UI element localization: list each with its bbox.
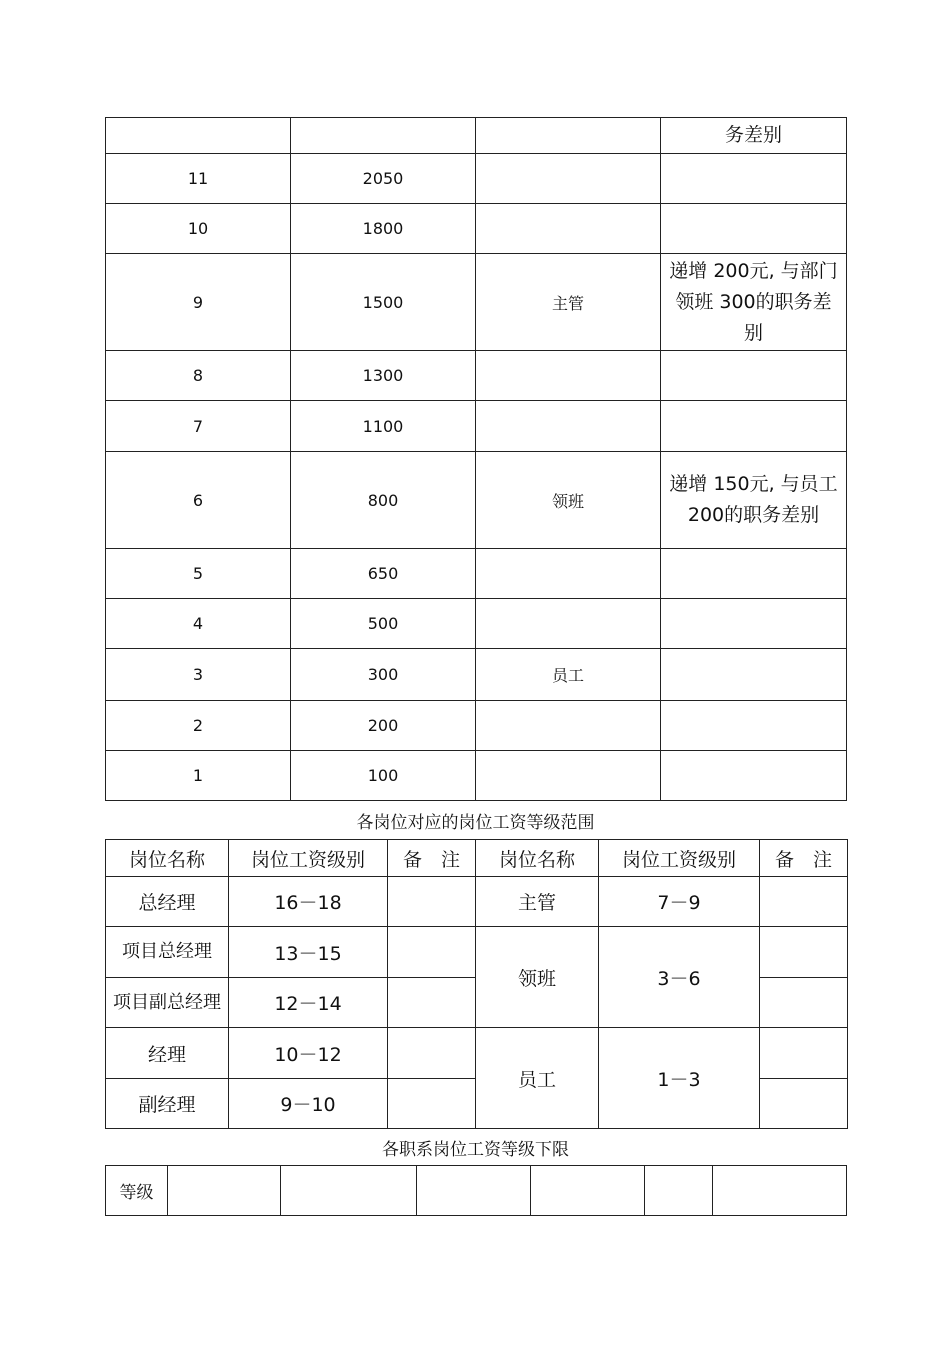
amount-cell: 1100	[291, 401, 476, 452]
grade-range: 3－6	[599, 927, 760, 1028]
note-cell	[661, 549, 847, 599]
grade-label: 等级	[106, 1166, 168, 1216]
table-row	[106, 701, 847, 751]
cell	[417, 1166, 531, 1216]
grade-range: 13－15	[229, 927, 388, 978]
position-name: 员工	[476, 1028, 599, 1129]
note-cell	[661, 649, 847, 701]
remark-cell	[760, 1028, 848, 1079]
position-range-table	[105, 839, 848, 1129]
amount-cell: 1300	[291, 351, 476, 401]
table-row	[106, 877, 848, 927]
position-name: 项目总经理	[106, 927, 229, 978]
note-cell	[661, 701, 847, 751]
position-cell	[476, 204, 661, 254]
remark-cell	[388, 877, 476, 927]
position-cell	[476, 751, 661, 801]
grade-cell: 5	[106, 549, 291, 599]
note-cell	[661, 401, 847, 452]
position-cell	[476, 351, 661, 401]
grade-table	[105, 117, 847, 801]
cell	[713, 1166, 847, 1216]
remark-cell	[388, 1079, 476, 1129]
header-cell: 岗位工资级别	[229, 840, 388, 877]
table-row	[106, 1028, 848, 1079]
grade-range: 7－9	[599, 877, 760, 927]
grade-range: 16－18	[229, 877, 388, 927]
table-row	[106, 452, 847, 549]
table-row	[106, 549, 847, 599]
position-name: 项目副总经理	[106, 978, 229, 1028]
remark-cell	[388, 927, 476, 978]
amount-cell: 1500	[291, 254, 476, 351]
remark-cell	[760, 927, 848, 978]
grade-cell: 3	[106, 649, 291, 701]
grade-cell: 11	[106, 154, 291, 204]
position-cell	[476, 154, 661, 204]
grade-cell: 10	[106, 204, 291, 254]
grade-cell: 4	[106, 599, 291, 649]
table-row	[106, 840, 848, 877]
note-cell	[661, 751, 847, 801]
amount-cell: 1800	[291, 204, 476, 254]
amount-cell: 650	[291, 549, 476, 599]
amount-cell: 300	[291, 649, 476, 701]
amount-cell: 800	[291, 452, 476, 549]
position-name: 总经理	[106, 877, 229, 927]
cell	[281, 1166, 417, 1216]
table-row	[106, 1166, 847, 1216]
amount-cell: 2050	[291, 154, 476, 204]
table-row	[106, 254, 847, 351]
position-cell: 领班	[476, 452, 661, 549]
header-cell: 岗位工资级别	[599, 840, 760, 877]
grade-cell: 7	[106, 401, 291, 452]
cell	[645, 1166, 713, 1216]
caption-position-range: 各岗位对应的岗位工资等级范围	[356, 813, 595, 833]
cell	[106, 118, 291, 154]
grade-range: 9－10	[229, 1079, 388, 1129]
cell	[291, 118, 476, 154]
header-cell: 备 注	[760, 840, 848, 877]
grade-table-header-row	[106, 118, 847, 154]
position-cell	[476, 549, 661, 599]
table-row	[106, 649, 847, 701]
grade-range: 10－12	[229, 1028, 388, 1079]
grade-cell: 2	[106, 701, 291, 751]
position-cell	[476, 599, 661, 649]
table-row	[106, 927, 848, 978]
position-name: 副经理	[106, 1079, 229, 1129]
cell	[168, 1166, 281, 1216]
grade-cell: 6	[106, 452, 291, 549]
header-note: 务差别	[661, 118, 847, 154]
header-cell: 岗位名称	[106, 840, 229, 877]
position-cell	[476, 701, 661, 751]
amount-cell: 100	[291, 751, 476, 801]
table-row	[106, 351, 847, 401]
table-row	[106, 204, 847, 254]
table-row	[106, 751, 847, 801]
note-cell	[661, 204, 847, 254]
lower-limit-table	[105, 1165, 847, 1216]
cell	[531, 1166, 645, 1216]
grade-range: 1－3	[599, 1028, 760, 1129]
table-row	[106, 154, 847, 204]
note-cell	[661, 599, 847, 649]
remark-cell	[760, 1079, 848, 1129]
grade-cell: 9	[106, 254, 291, 351]
remark-cell	[388, 978, 476, 1028]
amount-cell: 200	[291, 701, 476, 751]
table-row	[106, 401, 847, 452]
header-cell: 备 注	[388, 840, 476, 877]
remark-cell	[388, 1028, 476, 1079]
grade-cell: 8	[106, 351, 291, 401]
remark-cell	[760, 877, 848, 927]
position-cell	[476, 401, 661, 452]
position-name: 经理	[106, 1028, 229, 1079]
cell	[476, 118, 661, 154]
amount-cell: 500	[291, 599, 476, 649]
grade-range: 12－14	[229, 978, 388, 1028]
note-cell	[661, 351, 847, 401]
position-name: 领班	[476, 927, 599, 1028]
caption-lower-limit: 各职系岗位工资等级下限	[382, 1140, 569, 1160]
position-cell: 主管	[476, 254, 661, 351]
grade-cell: 1	[106, 751, 291, 801]
note-cell: 递增 200元, 与部门领班 300的职务差别	[661, 254, 847, 351]
position-name: 主管	[476, 877, 599, 927]
note-cell: 递增 150元, 与员工 200的职务差别	[661, 452, 847, 549]
note-cell	[661, 154, 847, 204]
header-cell: 岗位名称	[476, 840, 599, 877]
position-cell: 员工	[476, 649, 661, 701]
remark-cell	[760, 978, 848, 1028]
table-row	[106, 599, 847, 649]
